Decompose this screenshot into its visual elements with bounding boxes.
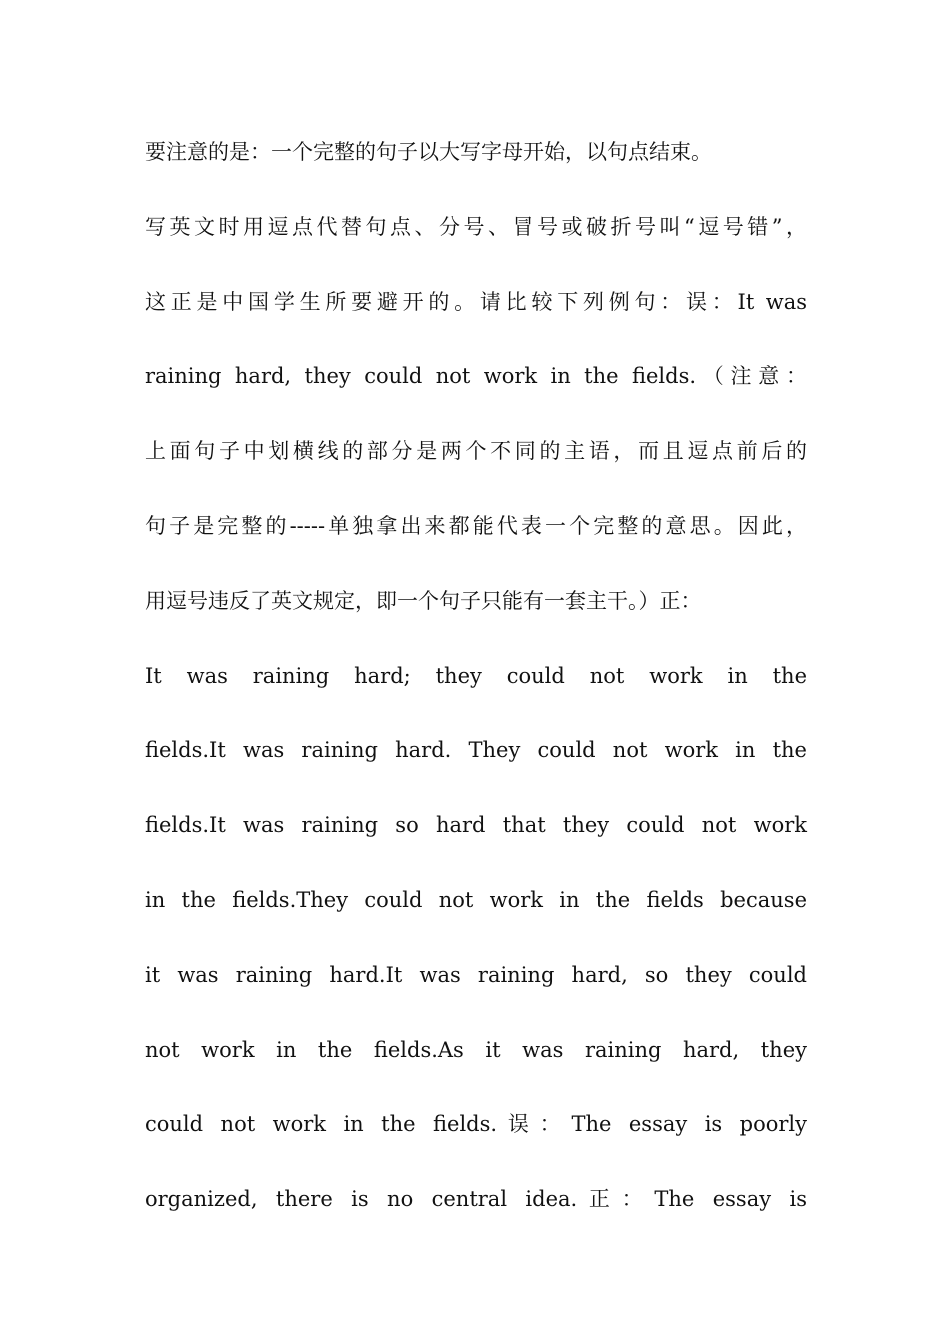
text-line: in the fields.They could not work in the fields because (145, 887, 807, 912)
text-line: 要注意的是：一个完整的句子以大写字母开始，以句点结束。 (145, 140, 712, 164)
text-line: 这正是中国学生所要避开的。请比较下列例句：误：It was (145, 289, 807, 314)
text-line: 上面句子中划横线的部分是两个不同的主语，而且逗点前后的 (145, 439, 807, 464)
text-line: fields.It was raining so hard that they could not work (145, 813, 807, 838)
text-line: 写英文时用逗点代替句点、分号、冒号或破折号叫“逗号错”， (145, 214, 807, 239)
text-line: could not work in the fields.误：The essay is poorly (145, 1112, 807, 1137)
text-line: organized, there is no central idea.正：The essay is (145, 1187, 807, 1212)
text-line: raining hard, they could not work in the fields.（注意： (145, 364, 807, 389)
text-line: It was raining hard; they could not work in the (145, 663, 807, 688)
text-line: fields.It was raining hard. They could not work in the (145, 738, 807, 763)
text-line: not work in the fields.As it was raining hard, they (145, 1037, 807, 1062)
text-line: 句子是完整的-----单独拿出来都能代表一个完整的意思。因此， (145, 513, 807, 538)
text-line: it was raining hard.It was raining hard, so they could (145, 962, 807, 987)
text-line: 用逗号违反了英文规定，即一个句子只能有一套主干。）正： (145, 588, 702, 613)
document-body (145, 127, 807, 1249)
